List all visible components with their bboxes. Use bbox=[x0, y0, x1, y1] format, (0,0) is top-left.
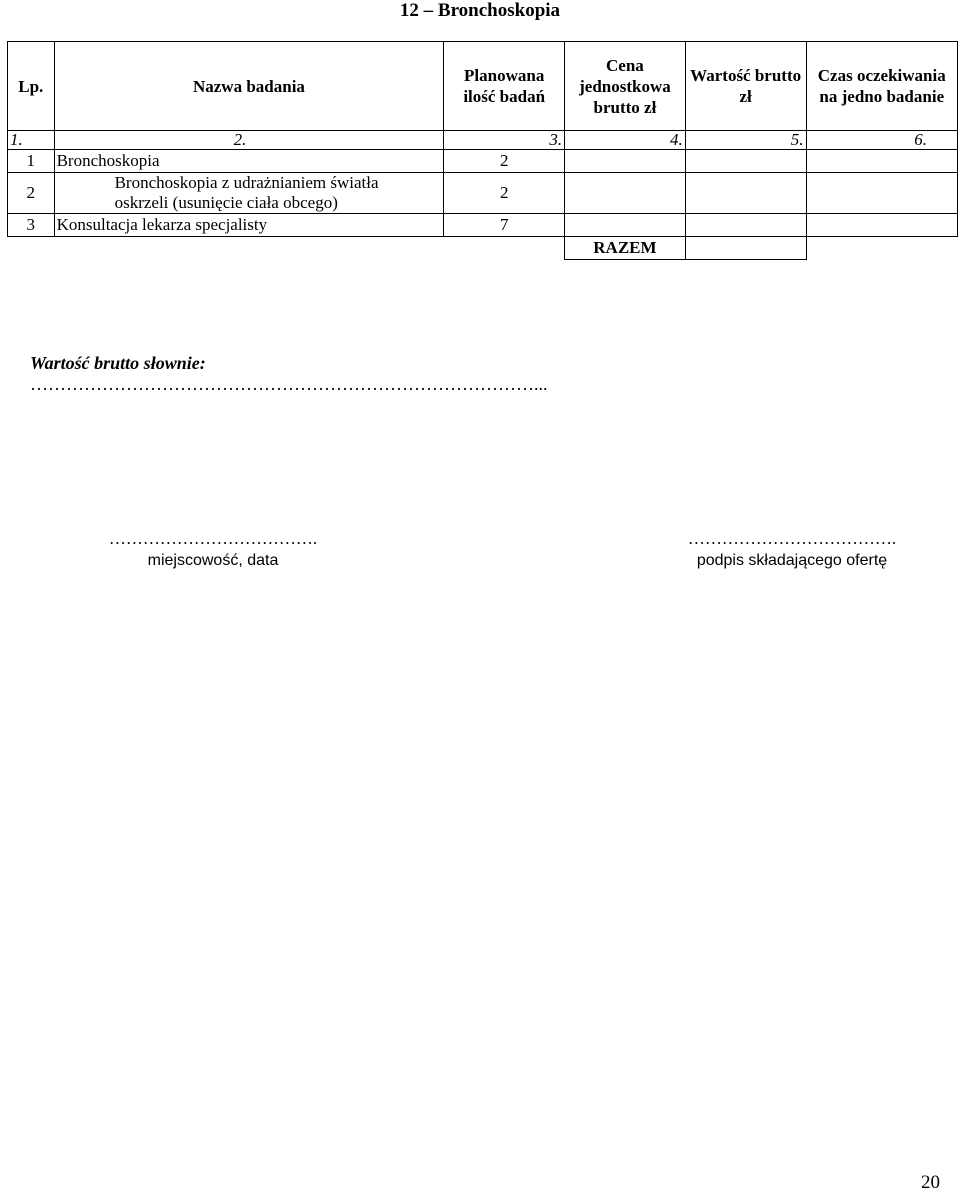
place-date-label: miejscowość, data bbox=[147, 552, 279, 569]
place-date-field[interactable]: ………………………………. bbox=[108, 529, 318, 548]
total-label: RAZEM bbox=[565, 237, 686, 260]
header-unit-price: Cena jednostkowa brutto zł bbox=[565, 42, 686, 131]
row-gross-value-cell[interactable] bbox=[685, 150, 806, 173]
empty-cell bbox=[806, 237, 957, 260]
row-lp: 3 bbox=[8, 214, 55, 237]
column-number: 3. bbox=[444, 131, 565, 150]
value-in-words-field[interactable]: …………………………………………………………………………... bbox=[30, 374, 548, 394]
row-unit-price-cell[interactable] bbox=[565, 150, 686, 173]
total-value-cell[interactable] bbox=[685, 237, 806, 260]
signature-label: podpis składającego ofertę bbox=[696, 552, 888, 569]
page-title: 12 – Bronchoskopia bbox=[399, 0, 561, 21]
table-header-row bbox=[8, 42, 958, 131]
header-waiting-time: Czas oczekiwania na jedno badanie bbox=[806, 42, 957, 131]
column-number: 6. bbox=[806, 131, 957, 150]
row-gross-value-cell[interactable] bbox=[685, 173, 806, 214]
header-lp: Lp. bbox=[8, 42, 55, 131]
table-row bbox=[8, 173, 958, 214]
header-gross-value: Wartość brutto zł bbox=[685, 42, 806, 131]
row-name: Konsultacja lekarza specjalisty bbox=[54, 214, 444, 237]
place-date-block bbox=[90, 528, 336, 572]
row-unit-price-cell[interactable] bbox=[565, 173, 686, 214]
page-number: 20 bbox=[921, 1172, 940, 1193]
row-name: Bronchoskopia bbox=[54, 150, 444, 173]
total-row bbox=[8, 237, 958, 260]
row-waiting-time-cell[interactable] bbox=[806, 173, 957, 214]
row-unit-price-cell[interactable] bbox=[565, 214, 686, 237]
row-lp: 1 bbox=[8, 150, 55, 173]
row-waiting-time-cell[interactable] bbox=[806, 150, 957, 173]
column-number: 5. bbox=[685, 131, 806, 150]
signature-block bbox=[676, 528, 908, 572]
row-quantity: 2 bbox=[444, 173, 565, 214]
signature-field[interactable]: ………………………………. bbox=[687, 529, 897, 548]
pricing-table bbox=[7, 41, 958, 260]
empty-cell bbox=[444, 237, 565, 260]
row-waiting-time-cell[interactable] bbox=[806, 214, 957, 237]
empty-cell bbox=[8, 237, 55, 260]
row-name: Bronchoskopia z udrażnianiem światła oskrzeli (usunięcie ciała obcego) bbox=[54, 173, 444, 214]
row-quantity: 7 bbox=[444, 214, 565, 237]
header-name: Nazwa badania bbox=[54, 42, 444, 131]
row-gross-value-cell[interactable] bbox=[685, 214, 806, 237]
column-number: 2. bbox=[54, 131, 444, 150]
column-number-row bbox=[8, 131, 958, 150]
table-row bbox=[8, 214, 958, 237]
table-row bbox=[8, 150, 958, 173]
row-quantity: 2 bbox=[444, 150, 565, 173]
column-number: 4. bbox=[565, 131, 686, 150]
column-number: 1. bbox=[8, 131, 55, 150]
empty-cell bbox=[54, 237, 444, 260]
value-in-words-label: Wartość brutto słownie: bbox=[30, 353, 206, 373]
row-lp: 2 bbox=[8, 173, 55, 214]
header-quantity: Planowana ilość badań bbox=[444, 42, 565, 131]
